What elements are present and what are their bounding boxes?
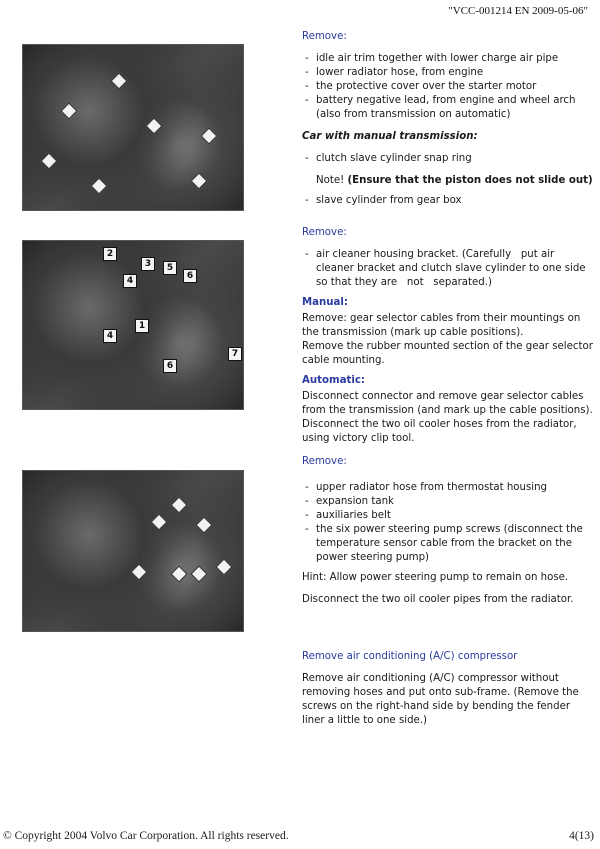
arrow-marker xyxy=(146,118,163,135)
arrow-marker xyxy=(151,514,168,531)
section-heading: Remove air conditioning (A/C) compressor xyxy=(302,651,518,662)
manual-list xyxy=(302,152,594,166)
photo-label: 5 xyxy=(163,261,177,275)
engine-photo-2 xyxy=(22,240,244,410)
photo-label: 7 xyxy=(228,347,242,361)
photo-label: 2 xyxy=(103,247,117,261)
list-item: - lower radiator hose, from engine xyxy=(302,66,594,80)
photo-label: 6 xyxy=(183,269,197,283)
section-heading: Remove: xyxy=(302,31,347,42)
photo-label: 1 xyxy=(135,319,149,333)
list-item: - auxiliaries belt xyxy=(302,509,594,523)
manual-list-2 xyxy=(302,194,594,208)
section-heading: Remove: xyxy=(302,227,347,238)
engine-photo-1 xyxy=(22,44,244,211)
arrow-marker xyxy=(196,517,213,534)
arrow-marker xyxy=(131,564,148,581)
automatic-heading: Automatic: xyxy=(302,375,365,386)
note-label: Note! xyxy=(316,175,345,186)
arrow-marker xyxy=(91,178,108,195)
note-text: (Ensure that the piston does not slide out) xyxy=(347,175,593,186)
list-item: - clutch slave cylinder snap ring xyxy=(302,152,594,166)
photo-label: 4 xyxy=(123,274,137,288)
remove-list xyxy=(302,248,594,290)
arrow-marker xyxy=(171,566,188,583)
disconnect-text: Disconnect the two oil cooler pipes from the radiator. xyxy=(302,594,574,605)
page-number: 4(13) xyxy=(569,830,594,842)
manual-heading: Manual: xyxy=(302,297,348,308)
list-item: - the protective cover over the starter motor xyxy=(302,80,594,94)
section-remove-2 xyxy=(302,226,594,452)
automatic-paragraph: Disconnect the two oil cooler hoses from the radiator, using victory clip tool. xyxy=(302,419,577,444)
section-remove-3 xyxy=(302,455,594,613)
remove-list xyxy=(302,52,594,122)
list-item: - battery negative lead, from engine and wheel arch (also from transmission on automatic) xyxy=(302,94,594,122)
list-item: - air cleaner housing bracket. (Carefully put air cleaner bracket and clutch slave cylinder to one side so that they are not separated.) xyxy=(302,248,594,290)
note xyxy=(302,174,594,188)
section-ac-compressor xyxy=(302,650,594,734)
arrow-marker xyxy=(216,559,233,576)
photo-label: 3 xyxy=(141,257,155,271)
document-id: "VCC-001214 EN 2009-05-06" xyxy=(448,5,588,17)
engine-photo-3 xyxy=(22,470,244,632)
arrow-marker xyxy=(111,73,128,90)
list-item: - upper radiator hose from thermostat housing xyxy=(302,481,594,495)
copyright: © Copyright 2004 Volvo Car Corporation. All rights reserved. xyxy=(3,830,289,842)
hint: Hint: Allow power steering pump to remain on hose. xyxy=(302,572,569,583)
remove-list xyxy=(302,481,594,565)
arrow-marker xyxy=(171,497,188,514)
section-heading: Remove: xyxy=(302,456,347,467)
photo-label: 4 xyxy=(103,329,117,343)
automatic-paragraph: Disconnect connector and remove gear selector cables from the transmission (and mark up the cable positions). xyxy=(302,391,593,416)
ac-paragraph: Remove air conditioning (A/C) compressor without removing hoses and put onto sub-frame. (Remove the screws on the right-hand side by bending the fender liner a little to one side.) xyxy=(302,673,579,726)
manual-paragraph: Remove the rubber mounted section of the gear selector cable mounting. xyxy=(302,341,593,366)
section-remove-1 xyxy=(302,30,594,208)
list-item: - the six power steering pump screws (disconnect the temperature sensor cable from the bracket on the power steering pump) xyxy=(302,523,594,565)
arrow-marker xyxy=(201,128,218,145)
list-item: - idle air trim together with lower charge air pipe xyxy=(302,52,594,66)
arrow-marker xyxy=(191,173,208,190)
arrow-marker xyxy=(191,566,208,583)
list-item: - slave cylinder from gear box xyxy=(302,194,594,208)
arrow-marker xyxy=(41,153,58,170)
list-item: - expansion tank xyxy=(302,495,594,509)
arrow-marker xyxy=(61,103,78,120)
photo-label: 6 xyxy=(163,359,177,373)
manual-transmission-heading: Car with manual transmission: xyxy=(302,131,478,142)
manual-paragraph: Remove: gear selector cables from their mountings on the transmission (mark up cable positions). xyxy=(302,313,581,338)
